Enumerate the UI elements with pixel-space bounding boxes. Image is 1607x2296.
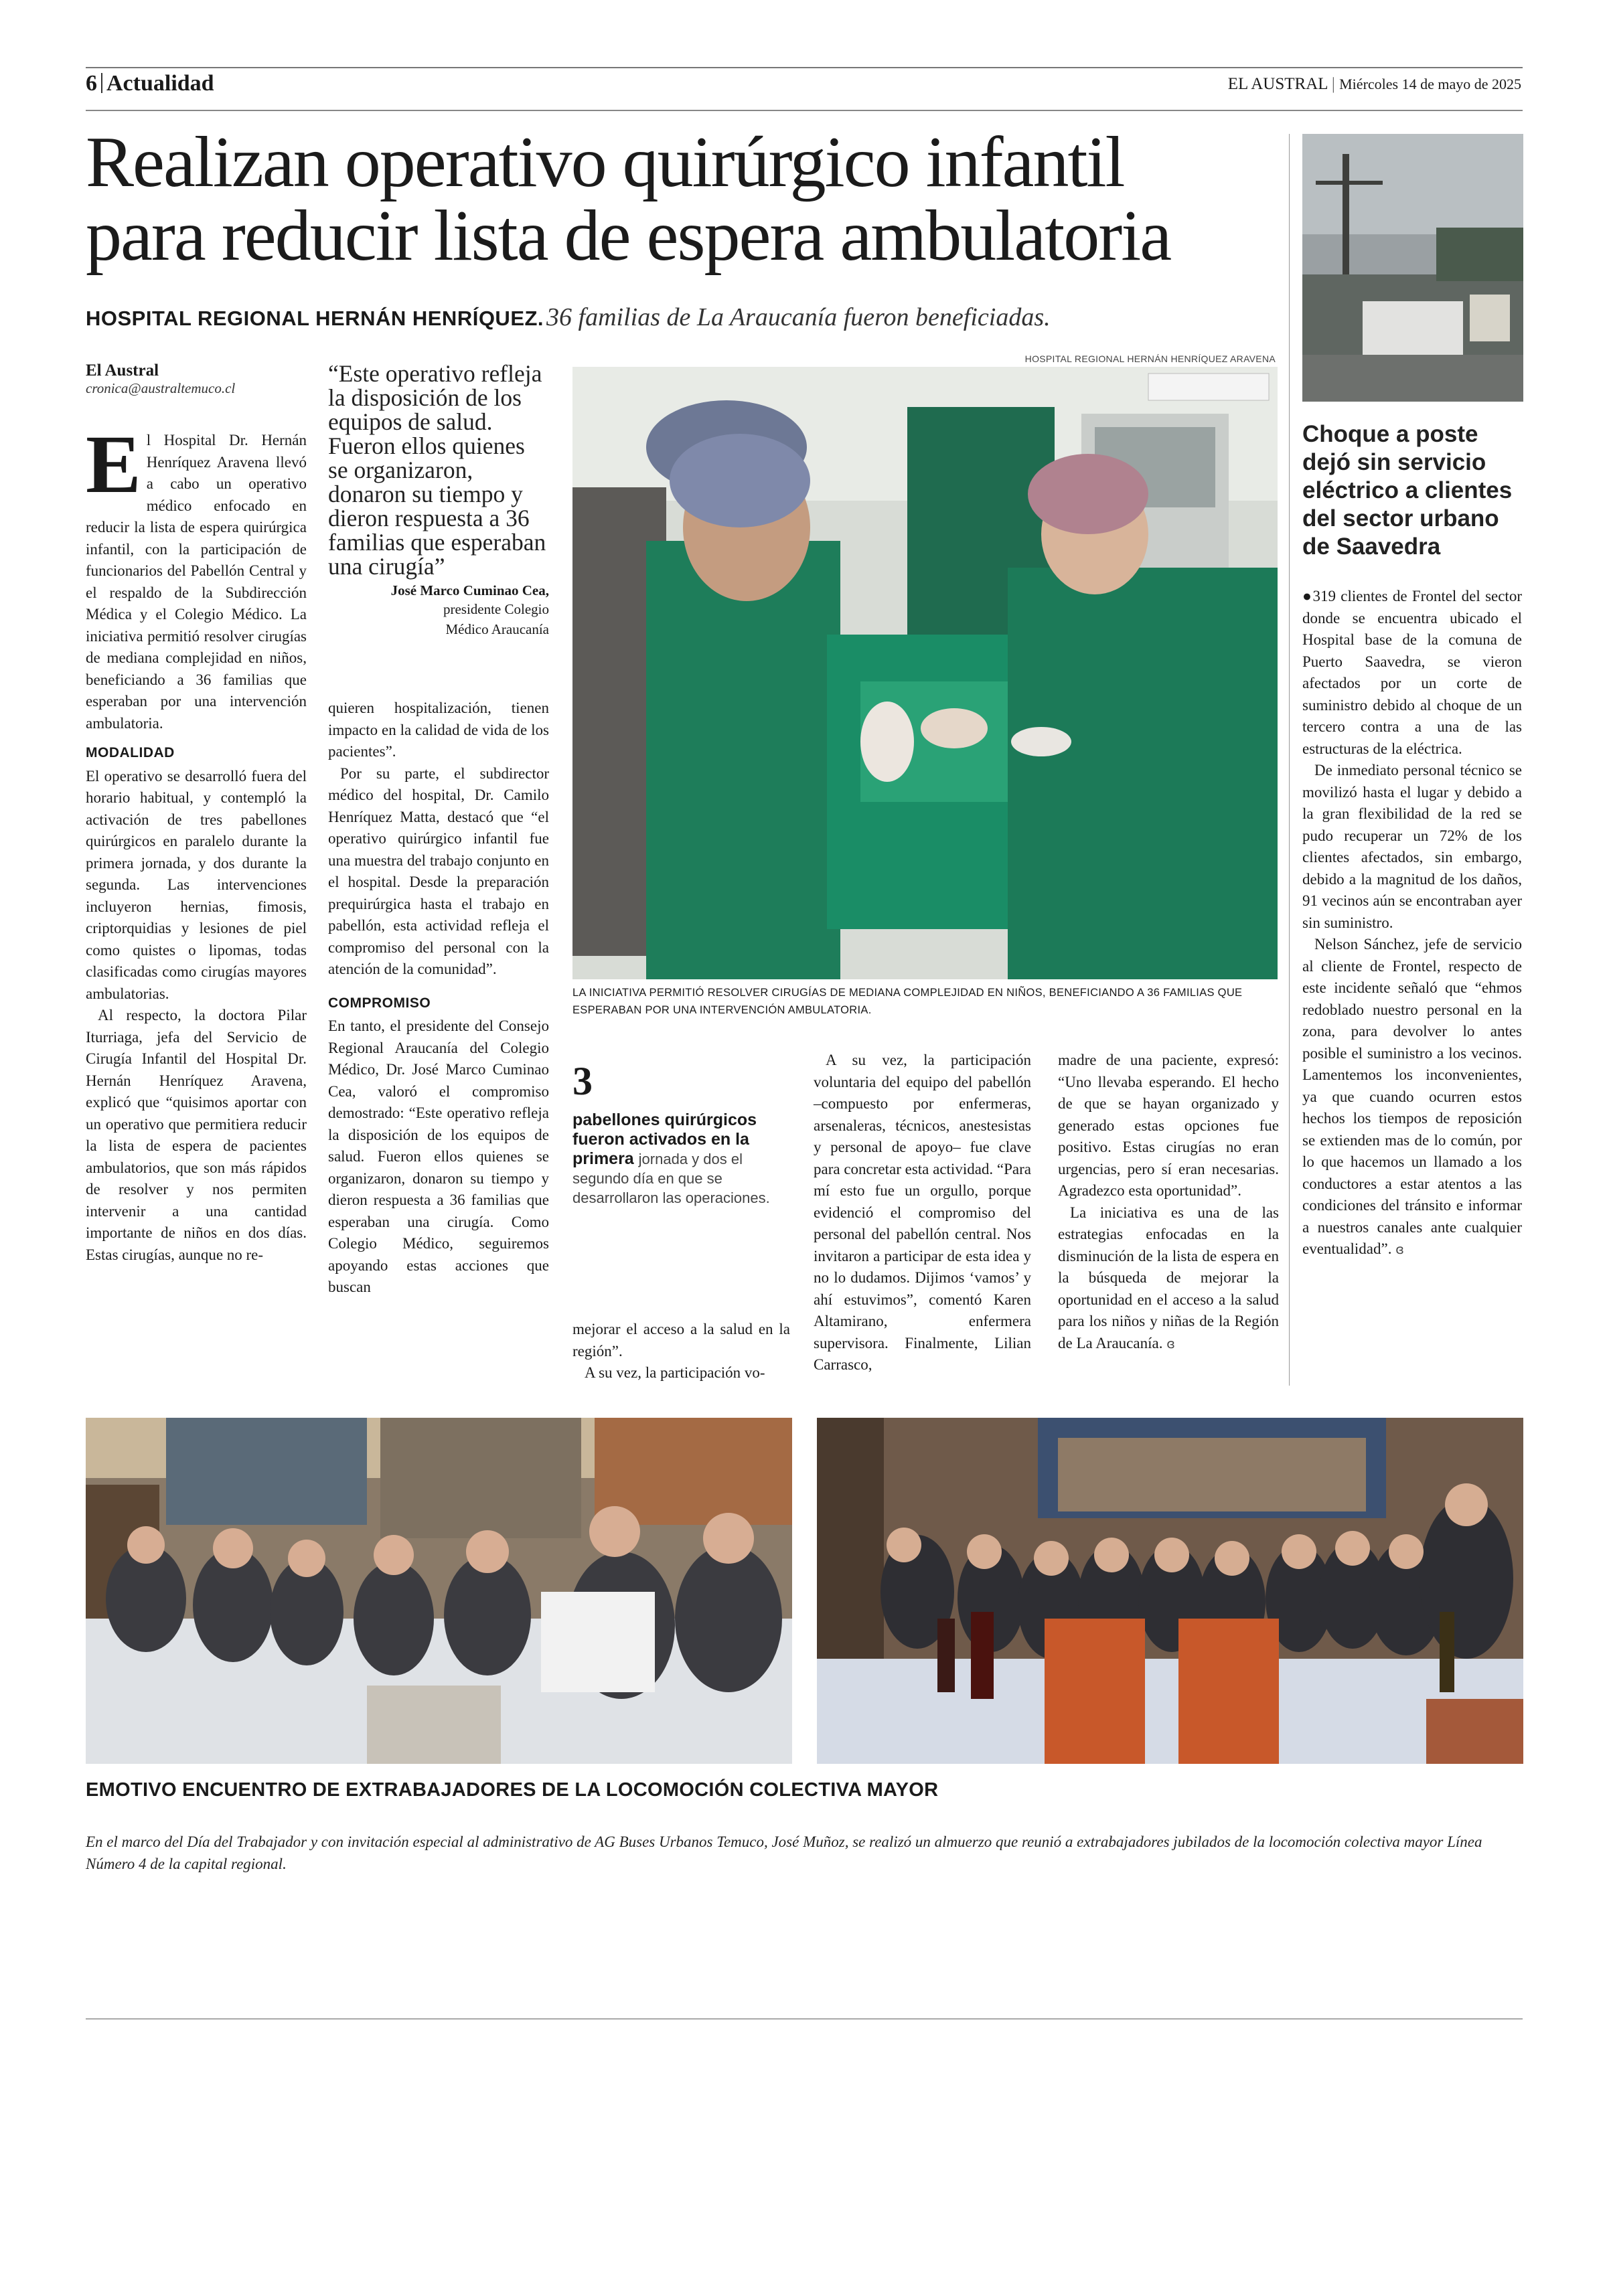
paragraph <box>1302 586 1522 760</box>
paragraph: De inmediato personal técnico se movilizó hasta el lugar y debido a la gran flexibilidad de la red se pudo recuperar un 72% de los clientes afectados, sin embargo, debido a la magnitud de los daños, 91 vecinos aún se encontraban ayer sin suministro. <box>1302 762 1522 931</box>
pull-quote-role-2: Médico Araucanía <box>445 621 549 637</box>
column-3-bottom <box>572 1362 790 1384</box>
bullet-icon: ● <box>1302 588 1313 604</box>
pull-quote-role-1: presidente Colegio <box>443 601 549 617</box>
retirees-photo-right-image <box>817 1418 1523 1764</box>
column-3-top <box>572 1319 790 1362</box>
bottom-caption: En el marco del Día del Trabajador y con invitación especial al administrativo de AG Buses Urbanos Temuco, José Muñoz, se realizó un almuerzo que reunió a extrabajadores jubilados de la locomoción colectiva mayor Línea Número 4 de la capital regional. <box>86 1833 1482 1872</box>
headline-line-2: para reducir lista de espera ambulatoria <box>86 196 1171 276</box>
header-top-rule <box>86 67 1523 68</box>
column-2 <box>328 698 549 1299</box>
page-number: 6 <box>86 71 97 96</box>
paragraph: Por su parte, el subdirector médico del hospital, Dr. Camilo Henríquez Matta, destacó que “el operativo quirúrgico infantil fue una muestra del trabajo conjunto en el hospital. Desde la preparación prequirúrgica hasta el trabajo en pabellón, esta actividad refleja el compromiso del personal con la atención de la comunidad”. <box>328 764 549 977</box>
paragraph: El operativo se desarrolló fuera del horario habitual, y contempló la activación de tres pabellones quirúrgicos en paralelo durante la primera jornada, y dos durante la segunda. Las intervenciones incluyeron hernias, fimosis, criptorquidias y lesiones de piel como quistes o lipomas, todas clasificadas como cirugías mayores ambulatorias. <box>86 767 307 1002</box>
end-mark-icon: ɞ <box>1166 1336 1175 1351</box>
sidebar-body <box>1302 586 1522 1261</box>
deck-line <box>86 303 1278 332</box>
paragraph: quieren hospitalización, tienen impacto en la calidad de vida de los pacientes”. <box>328 700 549 760</box>
headline-line-1: Realizan operativo quirúrgico infantil <box>86 122 1124 202</box>
pull-quote-text: “Este operativo refleja la disposición de los equipos de salud. Fueron ellos quienes se organizaron, donaron su tiempo y dieron respuesta a 36 familias que esperaban una cirugía” <box>328 360 546 580</box>
paragraph-text: 319 clientes de Frontel del sector donde se encuentra ubicado el Hospital base de la comuna de Puerto Saavedra, se vieron afectados por un corte de suministro debido al choque de un tercero contra a una de las estructuras de la eléctrica. <box>1302 588 1522 757</box>
byline-email: cronica@australtemuco.cl <box>86 380 236 396</box>
paragraph-text: l Hospital Dr. Hernán Henríquez Aravena llevó a cabo un operativo médico enfocado en reducir la lista de espera quirúrgica infantil, con la participación de funcionarios del Pabellón Central y el respaldo de la Subdirección Médica y el Colegio Médico. La iniciativa permitió resolver cirugías de mediana complejidad en niños, beneficiando a 36 familias que esperaban por una intervención ambulatoria. <box>86 432 307 732</box>
column-4 <box>1058 1050 1279 1355</box>
sidebar-headline: Choque a poste dejó sin servicio eléctrico a clientes del sector urbano de Saavedra <box>1302 421 1513 560</box>
paragraph: madre de una paciente, expresó: “Uno llevaba esperando. El hecho de que se hayan organizado y generado estas opciones fue positivo. Estas cirugías no eran urgencias, pero sí eran necesarias. Agradezco esta oportunidad”. <box>1058 1052 1279 1199</box>
surgery-photo-image <box>572 367 1278 979</box>
footer-rule <box>86 2018 1523 2020</box>
section-name: Actualidad <box>106 71 214 96</box>
subhead-modalidad: MODALIDAD <box>86 745 175 760</box>
header-divider <box>101 73 102 93</box>
paragraph-text: Nelson Sánchez, jefe de servicio al cliente de Frontel, respecto de este incidente señaló que “ehmos redoblado nuestro personal en la zona, para devolver lo antes posible el suministro a los vecinos. Lamentemos los inconvenientes, ya que cuando ocurren estos hechos los tiempos de reposición se extienden mas de lo común, por lo que hacemos un llamado a los conductores a estar atentos a las condiciones del tránsito e informar a nuestros canales ante cualquier eventualidad”. <box>1302 936 1522 1257</box>
dropcap: E <box>86 418 141 510</box>
stat-rest: jornada y dos el segundo día en que se desarrollaron las operaciones. <box>572 1151 770 1206</box>
paper-name: EL AUSTRAL <box>1227 75 1328 93</box>
paragraph: A su vez, la participación voluntaria del equipo del pabellón –compuesto por enfermeras, arsenaleras, técnicos, anestesistas y personal de apoyo– fue clave para concretar esta actividad. “Para mí esto fue un orgullo, porque evidenció el compromiso del personal del pabellón central. Nos invitaron a participar de esta idea y no lo dudamos. Dijimos ‘vamos’ y ahí estuvimos”, comentó Karen Altamirano, enfermera supervisora. Finalmente, Lilian Carrasco, <box>814 1052 1031 1373</box>
stat-bold: pabellones quirúrgicos fueron activados en la primera <box>572 1111 757 1168</box>
retirees-photo-left <box>86 1418 792 1764</box>
paragraph: mejorar el acceso a la salud en la región”. <box>572 1321 790 1360</box>
paragraph: En tanto, el presidente del Consejo Regional Araucanía del Colegio Médico, Dr. José Marco Cuminao Cea, valoró el compromiso demostrado: “Este operativo refleja la disposición de los equipos de salud. Fueron ellos quienes se organizaron, donaron su tiempo y dieron respuesta a 36 familias que esperaban una cirugía. Como Colegio Médico, seguiremos apoyando estas acciones que buscan <box>328 1017 549 1295</box>
bottom-title: EMOTIVO ENCUENTRO DE EXTRABAJADORES DE LA LOCOMOCIÓN COLECTIVA MAYOR <box>86 1779 939 1801</box>
stat-number: 3 <box>572 1059 593 1103</box>
paragraph: A su vez, la participación vo- <box>585 1364 765 1381</box>
surgery-photo <box>572 367 1278 979</box>
crash-photo <box>1302 134 1523 402</box>
paragraph-text: La iniciativa es una de las estrategias enfocadas en la disminución de la lista de espera en la búsqueda de mejorar la oportunidad en el acceso a la salud para los niños y niñas de la Región de La Araucanía. <box>1058 1204 1279 1351</box>
end-mark-icon: ɞ <box>1395 1242 1404 1257</box>
column-1 <box>86 418 307 1266</box>
byline-block <box>86 361 307 397</box>
retirees-photo-right <box>817 1418 1523 1764</box>
header-bottom-rule <box>86 110 1523 111</box>
issue-date: Miércoles 14 de mayo de 2025 <box>1339 76 1521 92</box>
stat-text <box>572 1111 790 1208</box>
retirees-photo-left-image <box>86 1418 792 1764</box>
crash-photo-image <box>1302 134 1523 402</box>
header-right: EL AUSTRAL | Miércoles 14 de mayo de 2025 <box>1227 75 1521 93</box>
header-left <box>86 71 214 96</box>
byline: El Austral <box>86 361 159 380</box>
sidebar-divider <box>1289 134 1290 1386</box>
paragraph <box>1302 934 1522 1261</box>
stat-box <box>572 1061 790 1208</box>
main-headline <box>86 122 1278 276</box>
pull-quote <box>328 361 549 639</box>
photo-credit: HOSPITAL REGIONAL HERNÁN HENRÍQUEZ ARAVENA <box>1024 353 1276 364</box>
paragraph <box>1058 1202 1279 1356</box>
kicker: HOSPITAL REGIONAL HERNÁN HENRÍQUEZ. <box>86 307 544 330</box>
deck: 36 familias de La Araucanía fueron beneficiadas. <box>546 303 1051 331</box>
pull-quote-author: José Marco Cuminao Cea, <box>390 582 549 598</box>
column-3 <box>814 1050 1031 1376</box>
photo-caption: LA INICIATIVA PERMITIÓ RESOLVER CIRUGÍAS DE MEDIANA COMPLEJIDAD EN NIÑOS, BENEFICIANDO A 36 FAMILIAS QUE ESPERABAN POR UNA INTERVENCIÓN AMBULATORIA. <box>572 987 1243 1016</box>
paragraph <box>86 418 307 734</box>
subhead-compromiso: COMPROMISO <box>328 995 431 1011</box>
paragraph: Al respecto, la doctora Pilar Iturriaga, jefa del Servicio de Cirugía Infantil del Hospital Dr. Hernán Henríquez Aravena, explicó que “quisimos aportar con un operativo que permitiera reducir la lista de espera de pacientes ambulatorios, que son más rápidos de resolver y nos permiten intervenir a una cantidad importante de niños en dos días. Estas cirugías, aunque no re- <box>86 1007 307 1263</box>
